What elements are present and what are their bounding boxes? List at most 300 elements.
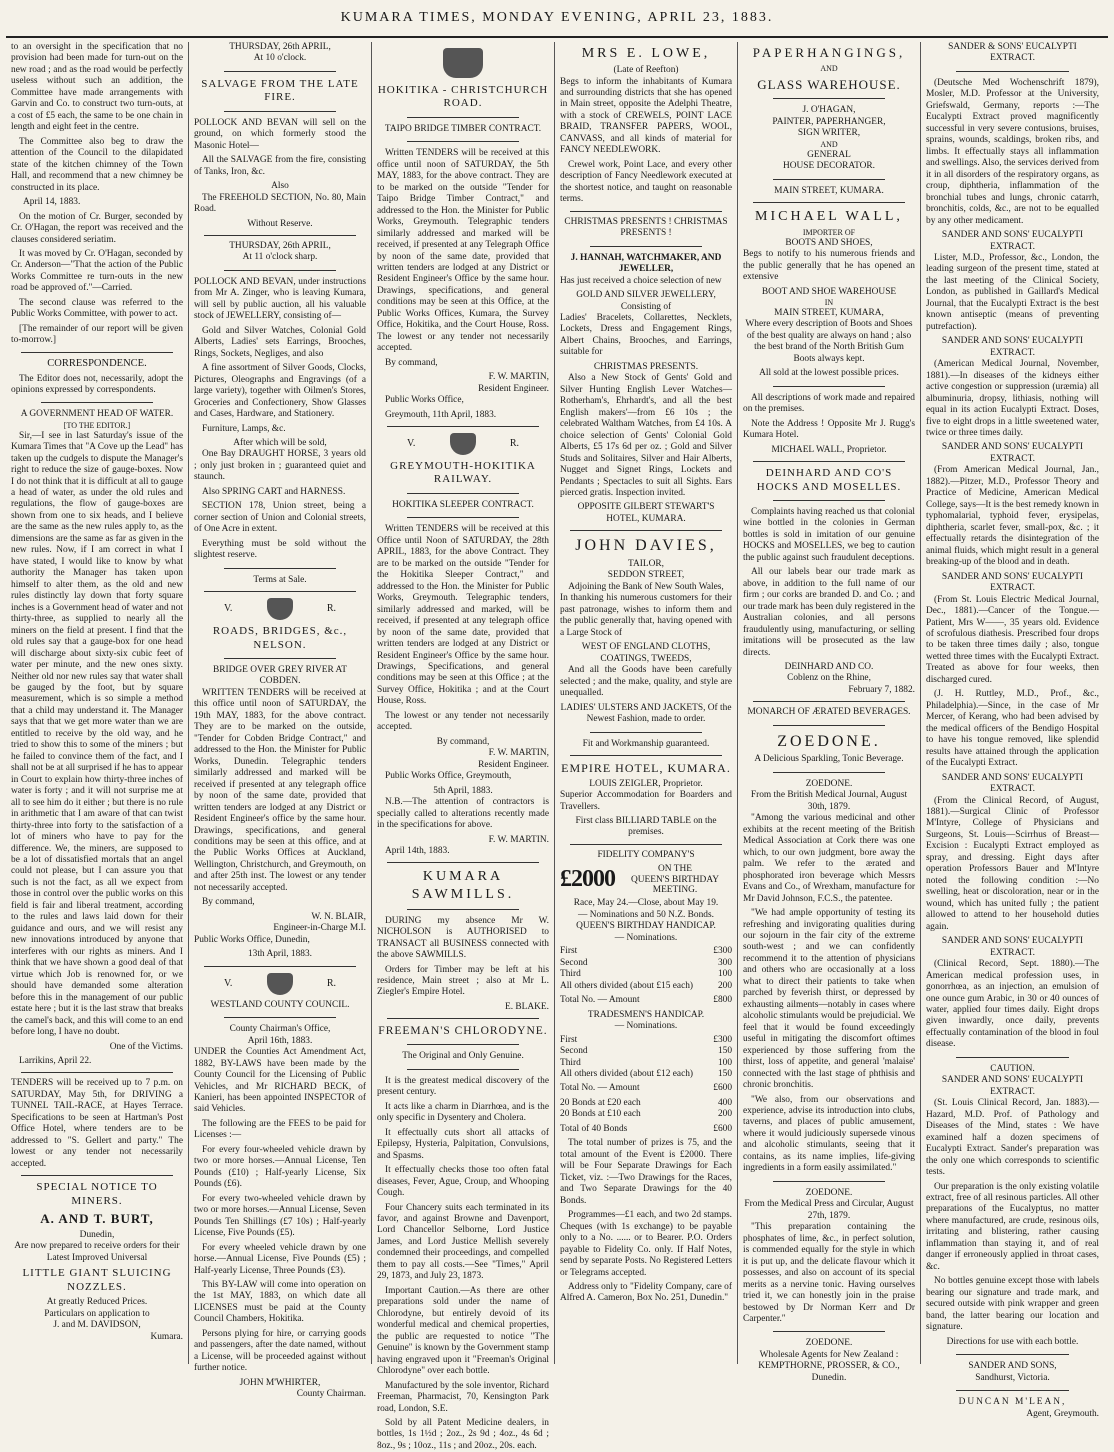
hannah-text: Also a New Stock of Gents' Gold and Silver Hunting English Lever Watches—Rotherham's, Ehrhardt's, and all the best English makers'—from £6 10s ; the celebrated Waltham Watches, from £4 10s. A choice selection of Gents' Colonial Gold Alberts, £5 17s 6d per oz. ; Gold and Silver Studs and Solitaires, Silver and Hair Alberts, Nugget and Signet Rings, Lockets and Pendants ; Spectacles to suit all Sights. Ears pierced gratis. Inspection invited. bbox=[560, 373, 732, 499]
hannah-xmas: CHRISTMAS PRESENTS. bbox=[593, 361, 699, 372]
ohagan-general: GENERAL bbox=[807, 149, 851, 160]
bond-row bbox=[560, 1098, 732, 1109]
column-3 bbox=[372, 42, 555, 1451]
chlorodyne-sub: The Original and Only Genuine. bbox=[402, 1051, 524, 1062]
divider bbox=[773, 179, 885, 180]
lowe-text: Begs to inform the inhabitants of Kumara and surrounding districts that she has opened in Main street, opposite the Adelphi Theatre, with a stock of CREWELS, POINT LACE BRAID, TRANSFER PAPERS, WOOL, CANVASS, and all kinds of material for FANCY NEEDLEWORK. bbox=[560, 76, 732, 156]
pollock-ad: After which will be sold, bbox=[233, 438, 327, 448]
empire-proprietor: LOUIS ZEIGLER, Proprietor. bbox=[589, 778, 703, 789]
council-report-para: On the motion of Cr. Burger, seconded by Cr. O'Hagan, the report was received and the clauses considered seriatim. bbox=[11, 211, 183, 245]
qb-total bbox=[560, 995, 732, 1006]
empire-heading: EMPIRE HOTEL, KUMARA. bbox=[561, 760, 731, 775]
divider bbox=[570, 211, 722, 212]
fidelity-amount: £2000 bbox=[560, 866, 615, 893]
sale-time: At 10 o'clock. bbox=[253, 53, 307, 64]
bond-row bbox=[560, 1109, 732, 1120]
letter-heading: A GOVERNMENT HEAD OF WATER. bbox=[20, 409, 174, 420]
wall-in: IN bbox=[824, 298, 834, 308]
burt-name: A. AND T. BURT, bbox=[40, 1211, 154, 1227]
also: Also bbox=[271, 181, 289, 192]
chlorodyne-text: It effectually checks those too often fatal diseases, Fever, Ague, Croup, and Whooping Cough. bbox=[377, 1165, 549, 1199]
qb-prize-row bbox=[560, 981, 732, 992]
divider bbox=[753, 202, 905, 203]
tr-heading: TRADESMEN'S HANDICAP. bbox=[587, 1009, 705, 1020]
fidelity-text: Programmes—£1 each, and two 2d stamps. Cheques (with 1s exchange) to be payable only to a No. ...... or to Bearer. P.O. Orders payable to Fidelity Co. only. If Half Notes, send by separate Posts. No Registered Letters or Telegrams accepted. bbox=[560, 1210, 732, 1278]
tunnel-tender: TENDERS will be received up to 7 p.m. on SATURDAY, May 5th, for DRIVING a TUNNEL TAIL-RACE, at Hayes Terrace. Specifications to be seen at Hartman's Post Office Hotel, where tenders are to be addressed to "S. Gellert and party." The lowest or any tender not necessarily accepted. bbox=[11, 1078, 183, 1169]
divider bbox=[590, 732, 702, 733]
bond-amount: 400 bbox=[717, 1097, 732, 1108]
wcc-bylaw: This BY-LAW will come into operation on the 1st MAY, 1883, on which date all LICENSES must be paid at the County Council Chambers, Hokitika. bbox=[194, 1280, 366, 1325]
sander-text: (St. Louis Clinical Record, Jan. 1883).—Hazard, M.D. Prof. of Pathology and Diseases of the Mind, states : We have examined half a dozen specimens of Eucalypti Extract. Sander's preparation was the only one which corresponds to scientific tests. bbox=[926, 1098, 1099, 1178]
burt-latest: Latest Improved Universal bbox=[46, 1252, 148, 1263]
sale-date: THURSDAY, 26th APRIL, bbox=[229, 240, 331, 251]
council-report-para: It was moved by Cr. O'Hagan, seconded by Cr. Anderson—"That the action of the Public Works Committee re turn-outs in the new road be approved of."—Carried. bbox=[11, 248, 183, 294]
letter-body: Sir,—I see in last Saturday's issue of the Kumara Times that "A Cove up the Lead" has taken up the cudgels to dispute the Manager's right to reduce the size of gauge-boxes. Now I do not think that it is difficult at all to gauge a head of water, as under the old rules and regulations, the flow of gauge-boxes are shown from one to six heads, and I believe are the same as the new rules apply to, as the dimensions are the same as far as given in the new rules. Now, if I am correct in what I have stated, I would like to know by what authority the Manager has taken upon himself to alter them, as the old and new rules distinctly lay down that forty square inches is a Government head of water and not thirty-three, as supplied to nearly all the miners on the field at present. I find that the old rules say that a gauge-box for one head will discharge about sixty-six cubic feet of water per minute, and the new ones sixty. Neither old nor new rules say that water shall be gauged by the foot, but by square measurement, which is so simple a method that a child may understand it. The Manager says that that we get more water than we are entitled to receive by the old way, and he tried to show this to some of the miners ; but he failed to convince them of the fact, and I shall not be at all surprised if he has to appear in Court to explain how thirty-three inches of water is forty ; and it will not surprise me at all to see him do it either ; but there is no rule in arithmetic that I am aware of that can twist thirty-three into forty to the satisfaction of a lot of miners who have to pay for the difference. We, the miners, are supposed to be a lot of dissatisfied mortals that an angel could not please, but I can assure you that such is not the fact, as all we expect from those in control over the public works on this field is fair and liberal treatment, according to the rules and laws laid down for their guidance and ours, and we will resist any new innovations introduced by anyone that interferes with our rights as miners. And I think that we have shown a good deal of that virtue which Job is renowned for, or we should have demanded some alteration before this in the management of our public estate here ; but it is the last straw that breaks the camel's back, and this will come to an end before long, I have no doubt. bbox=[11, 430, 183, 1038]
qb-heading: QUEEN'S BIRTHDAY HANDICAP. bbox=[576, 921, 716, 932]
zoedone-place: Dunedin. bbox=[811, 1372, 847, 1383]
hokitika-heading: HOKITIKA - CHRISTCHURCH ROAD. bbox=[377, 84, 549, 110]
divider bbox=[407, 1044, 519, 1045]
sander-text: Our preparation is the only existing volatile extract, free of all resinous particles. All other preparations of the Eucalyptus, no matter where manufactured, are crude, resinous oils, irritating and blistering, rather causing inflammation than staying it, and of real danger if erroneously applied in throat cases, &c. bbox=[926, 1181, 1099, 1272]
wall-street: MAIN STREET, KUMARA, bbox=[774, 307, 884, 318]
fidelity-text: Address only to "Fidelity Company, care of Alfred A. Cameron, Box No. 251, Dunedin." bbox=[560, 1281, 732, 1304]
divider bbox=[387, 426, 539, 427]
davies-text: In thanking his numerous customers for their past patronage, wishes to inform them and the public generally that, having opened with a Large Stock of bbox=[560, 593, 732, 638]
divider bbox=[773, 725, 885, 726]
divider bbox=[570, 530, 722, 531]
divider bbox=[956, 1057, 1069, 1058]
tr-prize-label: Third bbox=[560, 1057, 581, 1068]
tr-prize-row bbox=[560, 1069, 732, 1080]
sander-heading: SANDER AND SONS' EUCALYPTI EXTRACT. bbox=[941, 442, 1084, 464]
lowe-heading: MRS E. LOWE, bbox=[581, 46, 711, 61]
tr-prize-label: First bbox=[560, 1034, 578, 1045]
pollock-ad: All the SALVAGE from the fire, consisting of Tanks, Iron, &c. bbox=[194, 155, 366, 177]
wall-heading: MICHAEL WALL, bbox=[755, 209, 903, 225]
pollock-ad: SECTION 178, Union street, being a corner section of Union and Colonial streets, of One Acre in extent. bbox=[194, 501, 366, 535]
wcc-fee: For every wheeled vehicle drawn by one horse.—Annual License, Five Pounds (£5) ; Half-yearly License, Three Pounds (£3). bbox=[194, 1242, 366, 1276]
fidelity-heading: FIDELITY COMPANY'S bbox=[597, 849, 695, 860]
zoedone-text: "Among the various medicinal and other exhibits at the recent meeting of the British Medical Association at Cork there was one which, to our own judgment, bore away the palm. We refer to the ærated and phosphorated iron beverage which Messrs Evans and Co., of Wrexham, manufacture for Mr David Johnson, F.C.S., the patentee. bbox=[743, 813, 915, 904]
pollock-ad: Everything must be sold without the slightest reserve. bbox=[194, 538, 366, 561]
sander-text: (J. H. Ruttley, M.D., Prof., &c., Philadelphia).—Since, in the case of Mr Mercer, of Kerang, who had been advised by the medical officers of the Bendigo Hospital to have his tongue removed, like splendid results have attained through the application of the Eucalypti Extract. bbox=[926, 689, 1099, 769]
terms: Terms at Sale. bbox=[253, 574, 307, 585]
qb-prize-amount: £300 bbox=[713, 946, 732, 957]
sander-text: Lister, M.D., Professor, &c., London, the leading surgeon of the present time, stated at the last meeting of the Clinical Society, London, as published in Gaillard's Medical Journal, that the Eucalypti Extract is the best known antiseptic (means of preventing putrefaction). bbox=[926, 252, 1099, 332]
ohagan-house: HOUSE DECORATOR. bbox=[782, 161, 876, 172]
divider bbox=[773, 386, 885, 387]
martin-title: Resident Engineer. bbox=[478, 759, 549, 770]
column-4 bbox=[555, 42, 738, 1364]
martin-name: F. W. MARTIN, bbox=[488, 748, 549, 759]
pollock-ad: A fine assortment of Silver Goods, Clocks, Pictures, Oleographs and Engravings (of a large variety), together with Oilmen's Stores, Groceries and Confectionery, Show Glasses and Cases, Hardware, and Stationery. bbox=[194, 363, 366, 420]
davies-heading: JOHN DAVIES, bbox=[575, 537, 717, 555]
ohagan-and: AND bbox=[820, 139, 838, 149]
christmas-heading: CHRISTMAS PRESENTS ! CHRISTMAS PRESENTS ! bbox=[564, 216, 728, 239]
sawmills-sign: E. BLAKE. bbox=[504, 1001, 549, 1012]
sander-text: (Clinical Record, Sept. 1880).—The American medical profession uses, in gonorrhœa, as an injection, an emulsion of one ounce gum Arabic, in 30 or 40 ounces of water, applied four times daily. Eight drops given inwardly, once daily, prevents effectually contamination of the blood in foul disease. bbox=[926, 959, 1099, 1050]
divider bbox=[407, 909, 519, 910]
chlorodyne-text: It acts like a charm in Diarrhœa, and is the only specific in Dysentery and Cholera. bbox=[377, 1101, 549, 1124]
lowe-sub: (Late of Reefton) bbox=[613, 65, 679, 76]
wall-note: Note the Address ! Opposite Mr J. Rugg's Kumara Hotel. bbox=[743, 418, 915, 441]
bridge-heading: BRIDGE OVER GREY RIVER AT COBDEN. bbox=[212, 664, 348, 687]
tr-prize-list bbox=[560, 1035, 732, 1081]
bond-amount: 200 bbox=[717, 1109, 732, 1120]
davies-adjoining: Adjoining the Bank of New South Wales, bbox=[568, 581, 724, 592]
wall-text: All descriptions of work made and repaired on the premises. bbox=[743, 392, 915, 415]
wall-ware: BOOT AND SHOE WAREHOUSE bbox=[761, 286, 897, 297]
tr-prize-amount: 150 bbox=[717, 1046, 732, 1057]
divider bbox=[773, 98, 885, 99]
zoedone-subheading: ZOEDONE. bbox=[805, 1338, 853, 1349]
chlorodyne-text: Four Chancery suits each terminated in its favor, and against Browne and Davenport, Lord Chancellor Selborne, Lord Justice James, and Lord Justice Mellish severely condemned their proceedings, and compelled them to pay all costs.—See "Times," April 29, 1873, and July 23, 1873. bbox=[377, 1202, 549, 1282]
martin-date: 5th April, 1883. bbox=[433, 785, 493, 796]
wcc-office: County Chairman's Office, bbox=[229, 1024, 331, 1035]
wall-text: Where every description of Boots and Shoes of the best quality are always on hand ; also the best brand of the North British Gum Boots always kept. bbox=[745, 319, 913, 364]
divider bbox=[224, 111, 336, 112]
crest-icon bbox=[450, 433, 476, 455]
chlorodyne-text: Manufactured by the sole inventor, Richard Freeman, Pharmacist, 70, Kensington Park road, London, S.E. bbox=[377, 1380, 549, 1414]
hannah-heading: J. HANNAH, WATCHMAKER, AND JEWELLER, bbox=[570, 252, 722, 275]
tr-total-amount: £600 bbox=[713, 1083, 732, 1094]
hannah-address: OPPOSITE GILBERT STEWART'S HOTEL, KUMARA. bbox=[577, 502, 715, 524]
davies-street: SEDDON STREET, bbox=[607, 570, 685, 581]
qb-prize-row bbox=[560, 958, 732, 969]
sander-directions: Directions for use with each bottle. bbox=[946, 1336, 1079, 1347]
wcc-sign: JOHN M'WHIRTER, bbox=[239, 1377, 321, 1388]
nb-text: N.B.—The attention of contractors is specially called to alterations recently made in the specifications for above. bbox=[377, 797, 549, 831]
tr-prize-row bbox=[560, 1058, 732, 1069]
sander-place: Sandhurst, Victoria. bbox=[975, 1372, 1050, 1383]
zoedone-heading: ZOEDONE. bbox=[777, 732, 881, 750]
mclean-name: DUNCAN M'LEAN, bbox=[958, 1397, 1067, 1408]
sleeper-text: Written TENDERS will be received at this Office until Noon of SATURDAY, the 28th APRIL, 1883, for the above Contract. They are to be marked on the outside "Tender for the Hokitika Sleeper Contract," and addressed to the Hon. the Minister for Public Works, Greymouth. Telegraphic tenders, similarly addressed and marked, will be received, if presented at any telegraph office by noon of the same date, provided that written tenders are lodged at any District or Resident Engineer's Office by the same hour. Drawings, Specifications, and general conditions may be seen at this Office ; at the Survey Office, Hokitika ; and at the Court House, Ross. bbox=[377, 524, 549, 707]
sleeper-lowest: The lowest or any tender not necessarily accepted. bbox=[377, 710, 549, 733]
divider bbox=[204, 591, 356, 592]
bonds-total bbox=[560, 1124, 732, 1135]
zoedone-subheading: ZOEDONE. bbox=[805, 778, 853, 789]
columns bbox=[6, 42, 1108, 1451]
zoedone-agents-text: Wholesale Agents for New Zealand : bbox=[759, 1349, 899, 1360]
wcc-fees: The following are the FEES to be paid for Licenses :— bbox=[194, 1118, 366, 1141]
empire-billiard: First class BILLIARD TABLE on the premises. bbox=[575, 816, 717, 838]
wcc-text: UNDER the Counties Act Amendment Act, 1882, BY-LAWS have been made by the County Council for the Licensing of Public Vehicles, and Mr RICHARD BECK, of Kanieri, has been appointed INSPECTOR of said Vehicles. bbox=[194, 1047, 366, 1115]
divider bbox=[387, 862, 539, 863]
royal-crest: V. R. bbox=[194, 597, 366, 621]
sawmills-heading: KUMARA SAWMILLS. bbox=[411, 869, 515, 902]
by-command: By command, bbox=[436, 736, 490, 747]
divider bbox=[224, 1017, 336, 1018]
qb-total-amount: £800 bbox=[713, 995, 732, 1006]
council-report-para: The second clause was referred to the Public Works Committee, with power to act. bbox=[11, 297, 183, 320]
qb-prize-label: All others divided (about £15 each) bbox=[560, 980, 694, 991]
tr-nominations: — Nominations. bbox=[614, 1021, 678, 1032]
divider bbox=[956, 1354, 1069, 1355]
pollock-ad: POLLOCK AND BEVAN will sell on the ground, on which formerly stood the Masonic Hotel— bbox=[194, 117, 366, 151]
sander-text: (American Medical Journal, November, 1881).—In diseases of the kidneys either active congestion or suppression (uræmia) all albuminuria, dropsy, lithiasis, nothing will equal in its action Eucalypti Extract. Doses, five to eight drops in a little sweetened water, twice or three times daily. bbox=[926, 359, 1099, 438]
sander-sign: SANDER AND SONS, bbox=[968, 1361, 1057, 1372]
nb-date: April 14th, 1883. bbox=[385, 846, 450, 856]
wcc-heading: WESTLAND COUNTY COUNCIL. bbox=[210, 999, 350, 1010]
tr-prize-amount: 150 bbox=[717, 1069, 732, 1079]
freehold: The FREEHOLD SECTION, No. 80, Main Road. bbox=[194, 192, 366, 215]
fidelity-banner bbox=[560, 864, 732, 895]
tr-prize-row bbox=[560, 1035, 732, 1046]
column-1 bbox=[6, 42, 189, 1364]
wall-boots: BOOTS AND SHOES, bbox=[785, 237, 873, 248]
sander-text: (From American Medical Journal, Jan., 1882).—Pitzer, M.D., Professor Theory and Practice of Medicine, American Medical College, says—It is the best remedy known in typhomalarial, typhoid fever, erysipelas, diphtheria, scarlet fever, small-pox, &c. ; it effectually retards the disintegration of the animal fluids, which might result in a general breaking-up of the blood and in death. bbox=[926, 465, 1099, 568]
masthead: KUMARA TIMES, MONDAY EVENING, APRIL 23, 1883. bbox=[6, 0, 1108, 38]
davies-cloth: WEST OF ENGLAND CLOTHS, COATINGS, TWEEDS, bbox=[581, 642, 711, 664]
paper-heading: PAPERHANGINGS, bbox=[752, 45, 906, 60]
blair-date: 13th April, 1883. bbox=[247, 949, 313, 960]
martin-title: Resident Engineer. bbox=[478, 383, 549, 394]
sawmills-text: Orders for Timber may be left at his residence, Main street ; also at Mr L. Ziegler's Empire Hotel. bbox=[377, 964, 549, 998]
martin-office: Public Works Office, Greymouth, bbox=[385, 771, 512, 782]
ohagan-sign: SIGN WRITER, bbox=[797, 128, 861, 139]
burt-item: LITTLE GIANT SLUICING NOZZLES. bbox=[22, 1267, 172, 1293]
martin-office: Public Works Office, bbox=[385, 395, 464, 406]
burt-place: Dunedin, bbox=[79, 1229, 115, 1240]
zoedone-text: "This preparation containing the phosphates of lime, &c., in perfect solution, is commended equally for the style in which it is put up, and the delicate flavour which it possesses, and also on account of its special merits as a nervine tonic. Having ourselves tried it, we can honestly join in the praise bestowed by Dr Norman Kerr and Dr Carpenter." bbox=[743, 1222, 915, 1324]
tr-total-label: Total No. — Amount bbox=[560, 1083, 640, 1094]
sander-heading: SANDER & SONS' EUCALYPTI EXTRACT. bbox=[948, 42, 1077, 64]
wall-importer: IMPORTER OF bbox=[802, 228, 856, 238]
chlorodyne-text: It is the greatest medical discovery of the present century. bbox=[377, 1075, 549, 1098]
sander-text: (From the Clinical Record, of August, 1881).—Surgical Clinic of Professor M'Intyre, College of Physicians and Surgeons, St. Louis—Scirrhus of Breast—Excision : Eucalypti Extract employed as spray, and dressing. Eight days after operation Professors Bauer and M'Intyre noted the following condition :—No swelling, heat or discoloration, near or in the wound, which has united fully ; the patient allowed to attend to her household duties again. bbox=[926, 795, 1099, 932]
qb-prize-label: First bbox=[560, 946, 578, 957]
sale-date: THURSDAY, 26th APRIL, bbox=[229, 42, 331, 52]
davies-trade: TAILOR, bbox=[628, 558, 664, 569]
divider bbox=[224, 568, 336, 569]
roads-heading: ROADS, BRIDGES, &c., NELSON. bbox=[212, 625, 348, 651]
divider bbox=[204, 966, 356, 967]
by-command: By command, bbox=[385, 357, 438, 368]
divider bbox=[204, 235, 356, 236]
pollock-ad: Gold and Silver Watches, Colonial Gold Alberts, Ladies' sets Earrings, Brooches, Rings, Sockets, Negliges, and also bbox=[194, 325, 366, 359]
blair-office: Public Works Office, Dunedin, bbox=[194, 934, 310, 945]
qb-prize-label: Third bbox=[560, 969, 581, 980]
burt-text: Are now prepared to receive orders for their bbox=[14, 1241, 180, 1252]
ohagan-trade: PAINTER, PAPERHANGER, bbox=[772, 116, 886, 127]
divider bbox=[570, 755, 722, 756]
sander-heading: SANDER AND SONS' EUCALYPTI EXTRACT. bbox=[941, 230, 1084, 252]
deinhard-text: Complaints having reached us that colonial wine bottled in the colonies in German bottles is sold in imitation of our genuine HOCKS and MOSELLES, we beg to caution the public against such fraudulent deceptions. bbox=[743, 506, 915, 563]
salvage-heading: SALVAGE FROM THE LATE FIRE. bbox=[201, 77, 359, 104]
hannah-gold: GOLD AND SILVER JEWELLERY, bbox=[576, 290, 716, 301]
divider bbox=[224, 71, 336, 72]
divider bbox=[570, 844, 722, 845]
sander-text: (From St. Louis Electric Medical Journal, Dec., 1881).—Cancer of the Tongue.—Patient, Mrs W——, 35 years old. Evidence of scrofulous diathesis. Prescribed four drops to be taken three times daily ; also, tongue wetted three times with the Eucalypti Extract. Treated as above for four weeks, then discharged cured. bbox=[926, 594, 1099, 685]
letter-place: Larrikins, April 22. bbox=[19, 1055, 92, 1066]
qb-prize-row bbox=[560, 969, 732, 980]
burt-prices: At greatly Reduced Prices. bbox=[46, 1297, 148, 1308]
deinhard-sign: DEINHARD AND CO. bbox=[784, 662, 874, 673]
divider bbox=[407, 493, 519, 494]
divider bbox=[773, 1331, 885, 1332]
qb-prize-row bbox=[560, 946, 732, 957]
divider bbox=[21, 1175, 173, 1176]
burt-agent-place: Kumara. bbox=[150, 1331, 183, 1342]
fidelity-queen: QUEEN'S BIRTHDAY MEETING. bbox=[630, 874, 720, 896]
wcc-fee: For every four-wheeled vehicle drawn by two or more horses.—Annual License, Ten Pounds (£10) ; Half-yearly License, Six Pounds (£6). bbox=[194, 1144, 366, 1190]
zoedone-subheading: ZOEDONE. bbox=[805, 1187, 853, 1198]
davies-ladies: LADIES' ULSTERS AND JACKETS, Of the Newest Fashion, made to order. bbox=[560, 702, 732, 725]
wall-sign: MICHAEL WALL, Proprietor. bbox=[771, 444, 887, 455]
deinhard-text: All our labels bear our trade mark as above, in addition to the full name of our firm ; our corks are branded D. and Co. ; and our trade mark has been duly registered in the Australian colonies, and all persons fraudulently using, manufacturing, or selling imitations will be prosecuted as the law directs. bbox=[743, 567, 915, 658]
royal-crest: V. R. bbox=[194, 972, 366, 996]
divider bbox=[773, 772, 885, 773]
chlorodyne-text: Important Caution.—As there are other preparations sold under the name of Chlorodyne, but entirely devoid of its wonderful medical and chemical properties, the public are requested to notice "The Genuine" is known by the Government stamp having engraved upon it "Freeman's Original Chlorodyne" over each bottle. bbox=[377, 1285, 549, 1377]
chlorodyne-text: It effectually cuts short all attacks of Epilepsy, Hysteria, Palpitation, Convulsions, and Spasms. bbox=[377, 1127, 549, 1161]
pollock-ad: Furniture, Lamps, &c. bbox=[202, 423, 286, 434]
chlorodyne-heading: FREEMAN'S CHLORODYNE. bbox=[378, 1025, 548, 1038]
sawmills-text: DURING my absence Mr W. NICHOLSON is AUTHORISED to TRANSACT all BUSINESS connected with the above SAWMILLS. bbox=[377, 915, 549, 961]
bridge-text: WRITTEN TENDERS will be received at this office until noon of SATURDAY, the 19th MAY, 1883, for the above contract. They are to be marked on the outside, "Tender for Cobden Bridge Contract," and addressed to the Hon. the Minister for Public Works, Dunedin. Telegraphic tenders similarly addressed and marked will be received if presented at any telegraph office by noon of the same date, provided that written tenders are lodged at any District or Resident Engineer's office by the same hour. Drawings, specifications, and general conditions may be seen at this office, and at the Public Works Offices at Auckland, Wellington, Christchurch, and Greymouth, on and after 25th inst. The lowest or any tender not necessarily accepted. bbox=[194, 687, 366, 893]
qb-total-label: Total No. — Amount bbox=[560, 995, 640, 1006]
hannah-list: Ladies' Bracelets, Collarettes, Necklets, Lockets, Dress and Engagement Rings, Albert Chains, Brooches, and Earrings, suitable for bbox=[560, 312, 732, 358]
railway-heading: GREYMOUTH-HOKITIKA RAILWAY. bbox=[390, 460, 536, 486]
empire-text: Superior Accommodation for Boarders and Travellers. bbox=[560, 790, 732, 812]
divider bbox=[956, 1390, 1069, 1391]
qb-prize-list bbox=[560, 946, 732, 992]
divider bbox=[590, 246, 702, 247]
crest-icon bbox=[443, 48, 483, 78]
tr-prize-amount: 100 bbox=[717, 1057, 732, 1068]
crest-icon bbox=[267, 598, 293, 620]
notice-heading: SPECIAL NOTICE TO MINERS. bbox=[36, 1181, 158, 1207]
column-5 bbox=[738, 42, 921, 1383]
zoedone-text: "We also, from our observations and experience, advise its introduction into clubs, taverns, and places of public amusement, where it would judiciously supersede vinous and alcoholic stimulants, seeing that it contains, as its name implies, life-giving ingredients in a form easily assimilated." bbox=[743, 1094, 915, 1174]
burt-particulars: Particulars on application to bbox=[44, 1308, 150, 1319]
tr-prize-label: All others divided (about £12 each) bbox=[560, 1069, 694, 1079]
hannah-consisting: Consisting of bbox=[620, 301, 672, 312]
taipo-heading: TAIPO BRIDGE TIMBER CONTRACT. bbox=[384, 123, 542, 134]
council-report-para: [The remainder of our report will be given to-morrow.] bbox=[11, 323, 183, 346]
tr-prize-row bbox=[560, 1046, 732, 1057]
column-6 bbox=[921, 42, 1104, 1419]
tr-prize-label: Second bbox=[560, 1046, 588, 1057]
report-date: April 14, 1883. bbox=[23, 197, 81, 208]
chlorodyne-text: Sold by all Patent Medicine dealers, in bottles, 1s 1½d ; 2oz., 2s 9d ; 4oz., 4s 6d ; 8oz., 9s ; 10oz., 11s ; and 20oz., 20s. each. bbox=[377, 1417, 549, 1451]
divider bbox=[956, 71, 1069, 72]
hannah-text: Has just received a choice selection of new bbox=[560, 275, 722, 286]
divider bbox=[387, 1018, 539, 1019]
royal-crest: V. R. bbox=[377, 432, 549, 456]
sander-heading: SANDER AND SONS' EUCALYPTI EXTRACT. bbox=[941, 936, 1084, 958]
caution-heading: CAUTION. bbox=[990, 1063, 1035, 1074]
deinhard-place: Coblenz on the Rhine, bbox=[787, 673, 871, 684]
pollock-ad: POLLOCK AND BEVAN, under instructions from Mr A. Zinger, who is leaving Kumara, will sell by public auction, all his valuable stock of JEWELLERY, consisting of— bbox=[194, 276, 366, 322]
sander-heading: SANDER AND SONS' EUCALYPTI EXTRACT. bbox=[941, 1075, 1084, 1097]
divider bbox=[21, 1072, 173, 1073]
blair-title: Engineer-in-Charge M.I. bbox=[273, 923, 366, 934]
tr-prize-amount: £300 bbox=[713, 1034, 732, 1045]
divider bbox=[224, 658, 336, 659]
martin-name: F. W. MARTIN, bbox=[488, 372, 549, 383]
pollock-ad: One Bay DRAUGHT HORSE, 3 years old ; only just broken in ; guaranteed quiet and staunch. bbox=[194, 449, 366, 483]
column-2 bbox=[189, 42, 372, 1400]
zoedone-agents: KEMPTHORNE, PROSSER, & CO., bbox=[758, 1361, 900, 1372]
divider bbox=[224, 270, 336, 271]
by-command: By command, bbox=[202, 897, 255, 908]
zoedone-source: From the Medical Press and Circular, August 27th, 1879. bbox=[744, 1199, 914, 1221]
wcc-date: April 16th, 1883. bbox=[247, 1035, 313, 1046]
sander-heading: SANDER AND SONS' EUCALYPTI EXTRACT. bbox=[941, 336, 1084, 358]
ohagan-street: MAIN STREET, KUMARA. bbox=[774, 185, 884, 196]
council-report-para: to an oversight in the specification that no provision had been made for turn-out on the new road ; and as the road would be perfectly useless without such an addition, the Committee have made arrangements with Garvin and Co. to construct two turn-outs, at a cost of £5 each, the same to be one chain in length and eight feet in the centre. bbox=[11, 42, 183, 133]
tr-total bbox=[560, 1083, 732, 1094]
blair-name: W. N. BLAIR, bbox=[311, 911, 366, 922]
divider bbox=[41, 402, 153, 403]
bonds-list bbox=[560, 1098, 732, 1121]
wcc-sign-title: County Chairman. bbox=[296, 1389, 366, 1400]
divider bbox=[773, 500, 885, 501]
council-report-para: The Committee also beg to draw the attention of the Council to the dilapidated state of the kitchen chimney of the Town Hall, and recommend that a new chimney be constructed in its place. bbox=[11, 136, 183, 193]
martin-date: Greymouth, 11th April, 1883. bbox=[385, 409, 497, 420]
wall-text: Begs to notify to his numerous friends and the public generally that he has opened an extensive bbox=[743, 249, 915, 283]
burt-agent: J. and M. DAVIDSON, bbox=[53, 1320, 141, 1331]
qb-prize-amount: 100 bbox=[717, 969, 732, 980]
davies-fit: Fit and Workmanship guaranteed. bbox=[582, 738, 710, 749]
zoedone-source: From the British Medical Journal, August 30th, 1879. bbox=[750, 790, 908, 812]
mclean-place: Agent, Greymouth. bbox=[1026, 1408, 1099, 1419]
deinhard-date: February 7, 1882. bbox=[848, 684, 915, 695]
sale-time: At 11 o'clock sharp. bbox=[242, 252, 318, 263]
bond-label: 20 Bonds at £20 each bbox=[560, 1097, 641, 1108]
divider bbox=[407, 1069, 519, 1070]
sander-text: No bottles genuine except those with labels bearing our signature and trade mark, and secured outside with pink wrapper and green band, the latter bearing our location and signature. bbox=[926, 1276, 1099, 1333]
sleeper-heading: HOKITIKA SLEEPER CONTRACT. bbox=[392, 499, 534, 510]
divider bbox=[407, 117, 519, 118]
wcc-persons: Persons plying for hire, or carrying goods and passengers, after the date named, without a License, will be proceeded against without further notice. bbox=[194, 1328, 366, 1374]
zoedone-sub: A Delicious Sparkling, Tonic Beverage. bbox=[754, 754, 904, 765]
pollock-ad: Also SPRING CART and HARNESS. bbox=[202, 486, 346, 497]
nb-sign: F. W. MARTIN. bbox=[488, 834, 549, 845]
divider bbox=[407, 517, 519, 518]
qb-prize-label: Second bbox=[560, 957, 588, 968]
sander-heading: SANDER AND SONS' EUCALYPTI EXTRACT. bbox=[941, 571, 1084, 594]
fidelity-race: Race, May 24.—Close, about May 19. bbox=[573, 898, 719, 909]
davies-text: And all the Goods have been carefully selected ; and the make, quality, and style are unequalled. bbox=[560, 665, 732, 699]
royal-crest bbox=[377, 46, 549, 80]
deinhard-heading: DEINHARD AND CO'S HOCKS AND MOSELLES. bbox=[756, 467, 902, 493]
sander-text: (Deutsche Med Wochenschrift 1879), Mosler, M.D. Professor at the University, Griefswald, Germany, reports :—The Eucalypti Extract proved magnificently successful in very severe contusions, bruises, sprains, wounds, scaldings, broken ribs, and limbs. It effectually stays all inflammation and swellings. Also, the services derived from it in all disorders of the respiratory organs, as croup, diphtheria, inflammation of the bronchial tubes and lungs, chronic catarrh, bronchitis, colds, &c., are not to be equalled by any other medicament. bbox=[926, 77, 1099, 226]
letter-signature: One of the Victims. bbox=[109, 1041, 183, 1052]
divider bbox=[407, 141, 519, 142]
bonds-total-label: Total of 40 Bonds bbox=[560, 1123, 628, 1134]
fidelity-nominations: — Nominations and 50 N.Z. Bonds. bbox=[578, 909, 714, 920]
divider bbox=[773, 1181, 885, 1182]
divider bbox=[753, 701, 905, 702]
editor-note: The Editor does not, necessarily, adopt the opinions expressed by correspondents. bbox=[11, 373, 183, 395]
wall-text: All sold at the lowest possible prices. bbox=[759, 368, 899, 379]
monarch-heading: MONARCH OF ÆRATED BEVERAGES. bbox=[747, 707, 911, 718]
taipo-text: Written TENDERS will be received at this office until noon of SATURDAY, the 5th MAY, 1883, for the above contract. They are to be marked on the outside "Tender for Taipo Bridge Timber Contract," and addressed to the Hon. the Minister for Public Works, Greymouth. Telegraphic tenders similarly addressed and marked will be received, if presented at any Telegraph Office by noon of the same date, provided that written tenders are lodged at any District or Resident Engineer's Office by the same hour. Drawings, specifications, and general conditions may be seen at this Office, at the Public Works Offices, Kumara, the Survey Office, Hokitika, and the Court House, Ross. The lowest or any tender not necessarily accepted. bbox=[377, 148, 549, 354]
lowe-text: Crewel work, Point Lace, and every other description of Fancy Needlework executed at the shortest notice, and taught on reasonable terms. bbox=[560, 159, 732, 205]
fidelity-on: ON THE bbox=[658, 864, 692, 875]
bond-label: 20 Bonds at £10 each bbox=[560, 1109, 641, 1120]
wcc-fee: For every two-wheeled vehicle drawn by two or more horses.—Annual License, Seven Pounds Ten Shillings (£7 10s) ; Half-yearly License, Five Pounds (£5). bbox=[194, 1193, 366, 1239]
divider bbox=[753, 461, 905, 462]
divider bbox=[21, 352, 173, 353]
fidelity-text: The total number of prizes is 75, and the total amount of the Event is £2000. There will be Four Separate Drawings for Each Ticket, viz. :—Two Drawings for the Races, and Two Separate Drawings for the 40 Bonds. bbox=[560, 1138, 732, 1206]
paper-glass: GLASS WAREHOUSE. bbox=[757, 76, 901, 92]
qb-prize-amount: 200 bbox=[717, 980, 732, 991]
zoedone-text: "We had ample opportunity of testing its refreshing and invigorating qualities during our sojourn in the fair city of the extreme south-west ; and we can confidently recommend it to the attention of physicians and others who are occasionally at a loss what to direct their patients to take when parched by feverish thirst, or depressed by exhausting ailments—notably in cases where alcoholic stimulants would be prejudicial. We feel that it would be found exceedingly useful in mitigating the discomfort oftimes experienced by those suffering from the thirst, loss of appetite, and general 'malaise' connected with the last stage of phthisis and chronic bronchitis. bbox=[743, 908, 915, 1091]
qb-prize-amount: 300 bbox=[717, 957, 732, 968]
